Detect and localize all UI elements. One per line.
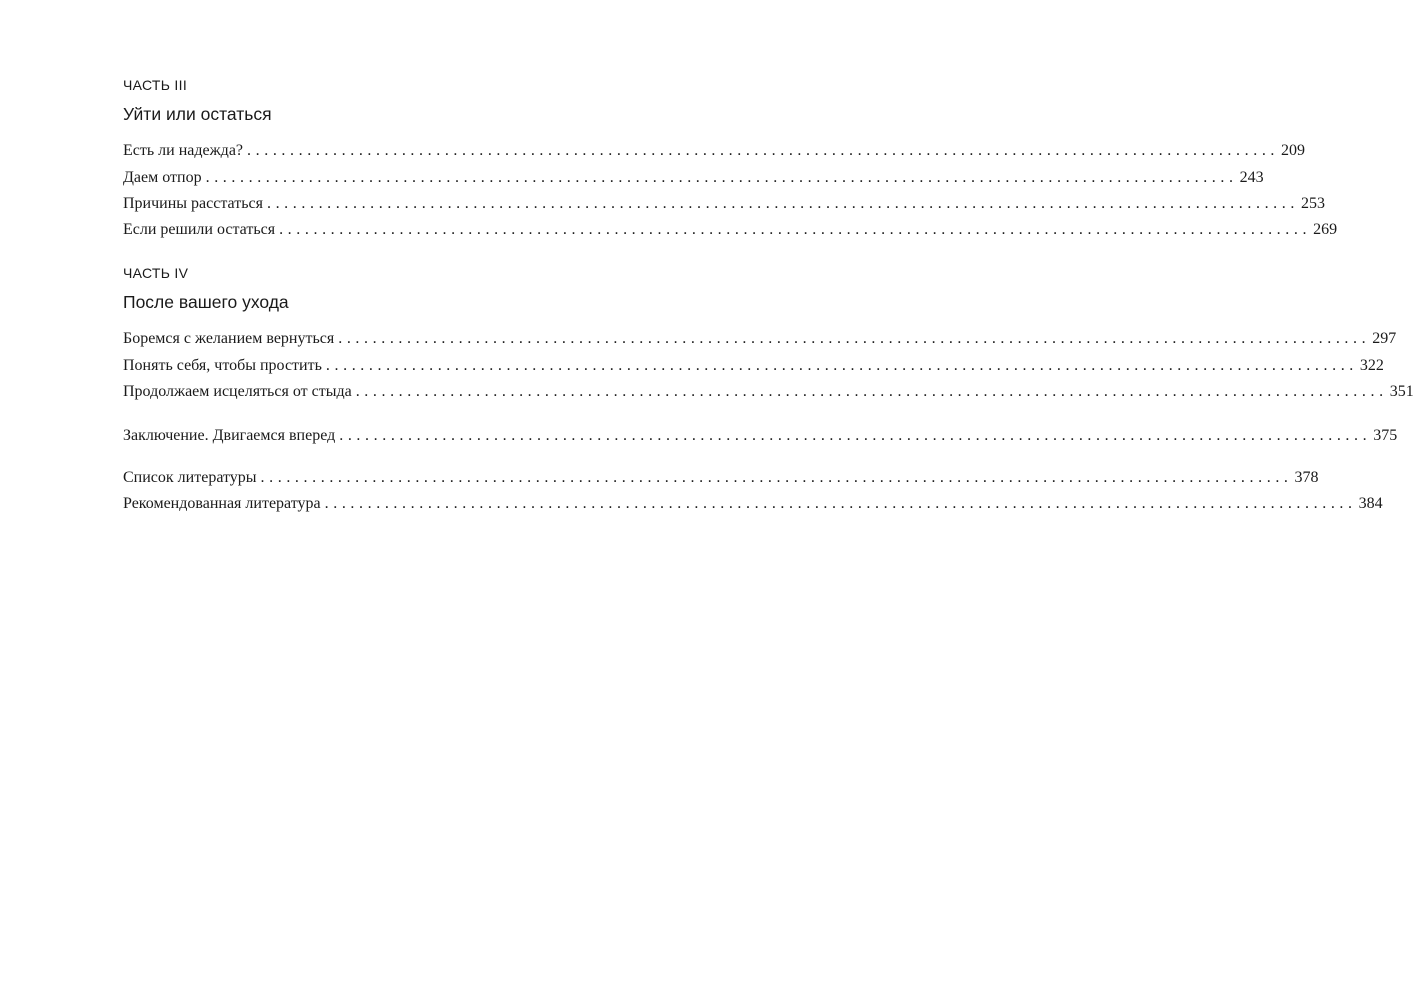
dot-leader: ........................................................................................................................ [247,142,1280,159]
dot-leader: ........................................................................................................................ [339,427,1372,444]
toc-entry-title: Рекомендованная литература [123,495,321,512]
toc-entry [123,140,1306,162]
toc-entry-page: 322 [1359,357,1384,374]
toc-entry-title: Боремся с желанием вернуться [123,330,335,347]
part-3-label: ЧАСТЬ III [123,77,188,93]
toc-entry-title: Есть ли надежда? [123,142,244,159]
toc-entry [123,193,1325,215]
toc-entry-title: Даем отпор [123,169,202,186]
toc-entry-recommended [123,493,1383,515]
toc-entry-title: Причины расстаться [123,195,263,212]
dot-leader: ........................................................................................................................ [279,221,1312,238]
dot-leader: ........................................................................................................................ [266,195,1299,212]
toc-entry-title: Если решили остаться [123,221,276,238]
toc-entry [123,381,1414,403]
toc-entry [123,355,1384,377]
toc-entry-page: 209 [1281,142,1306,159]
toc-entry-title: Список литературы [123,469,257,486]
toc-entry-page: 378 [1294,469,1319,486]
toc-entry [123,328,1397,350]
part-3-title: Уйти или остаться [123,104,272,124]
toc-entry [123,167,1264,189]
toc-entry-page: 384 [1358,495,1383,512]
toc-entry-title: Продолжаем исцеляться от стыда [123,383,352,400]
toc-entry-page: 351 [1389,383,1414,400]
toc-entry-conclusion [123,425,1398,447]
toc-entry-page: 243 [1239,169,1264,186]
dot-leader: ........................................................................................................................ [324,495,1357,512]
dot-leader: ........................................................................................................................ [355,383,1388,400]
toc-entry-bibliography [123,467,1319,489]
toc-entry-title: Понять себя, чтобы простить [123,357,322,374]
dot-leader: ........................................................................................................................ [205,169,1238,186]
toc-entry [123,219,1338,241]
dot-leader: ........................................................................................................................ [338,330,1371,347]
part-4-label: ЧАСТЬ IV [123,265,189,281]
dot-leader: ........................................................................................................................ [260,469,1293,486]
toc-entry-page: 253 [1300,195,1325,212]
part-4-title: После вашего ухода [123,292,289,312]
toc-entry-title: Заключение. Двигаемся вперед [123,427,336,444]
toc-entry-page: 375 [1373,427,1398,444]
dot-leader: ........................................................................................................................ [325,357,1358,374]
toc-entry-page: 269 [1313,221,1338,238]
toc-entry-page: 297 [1372,330,1397,347]
